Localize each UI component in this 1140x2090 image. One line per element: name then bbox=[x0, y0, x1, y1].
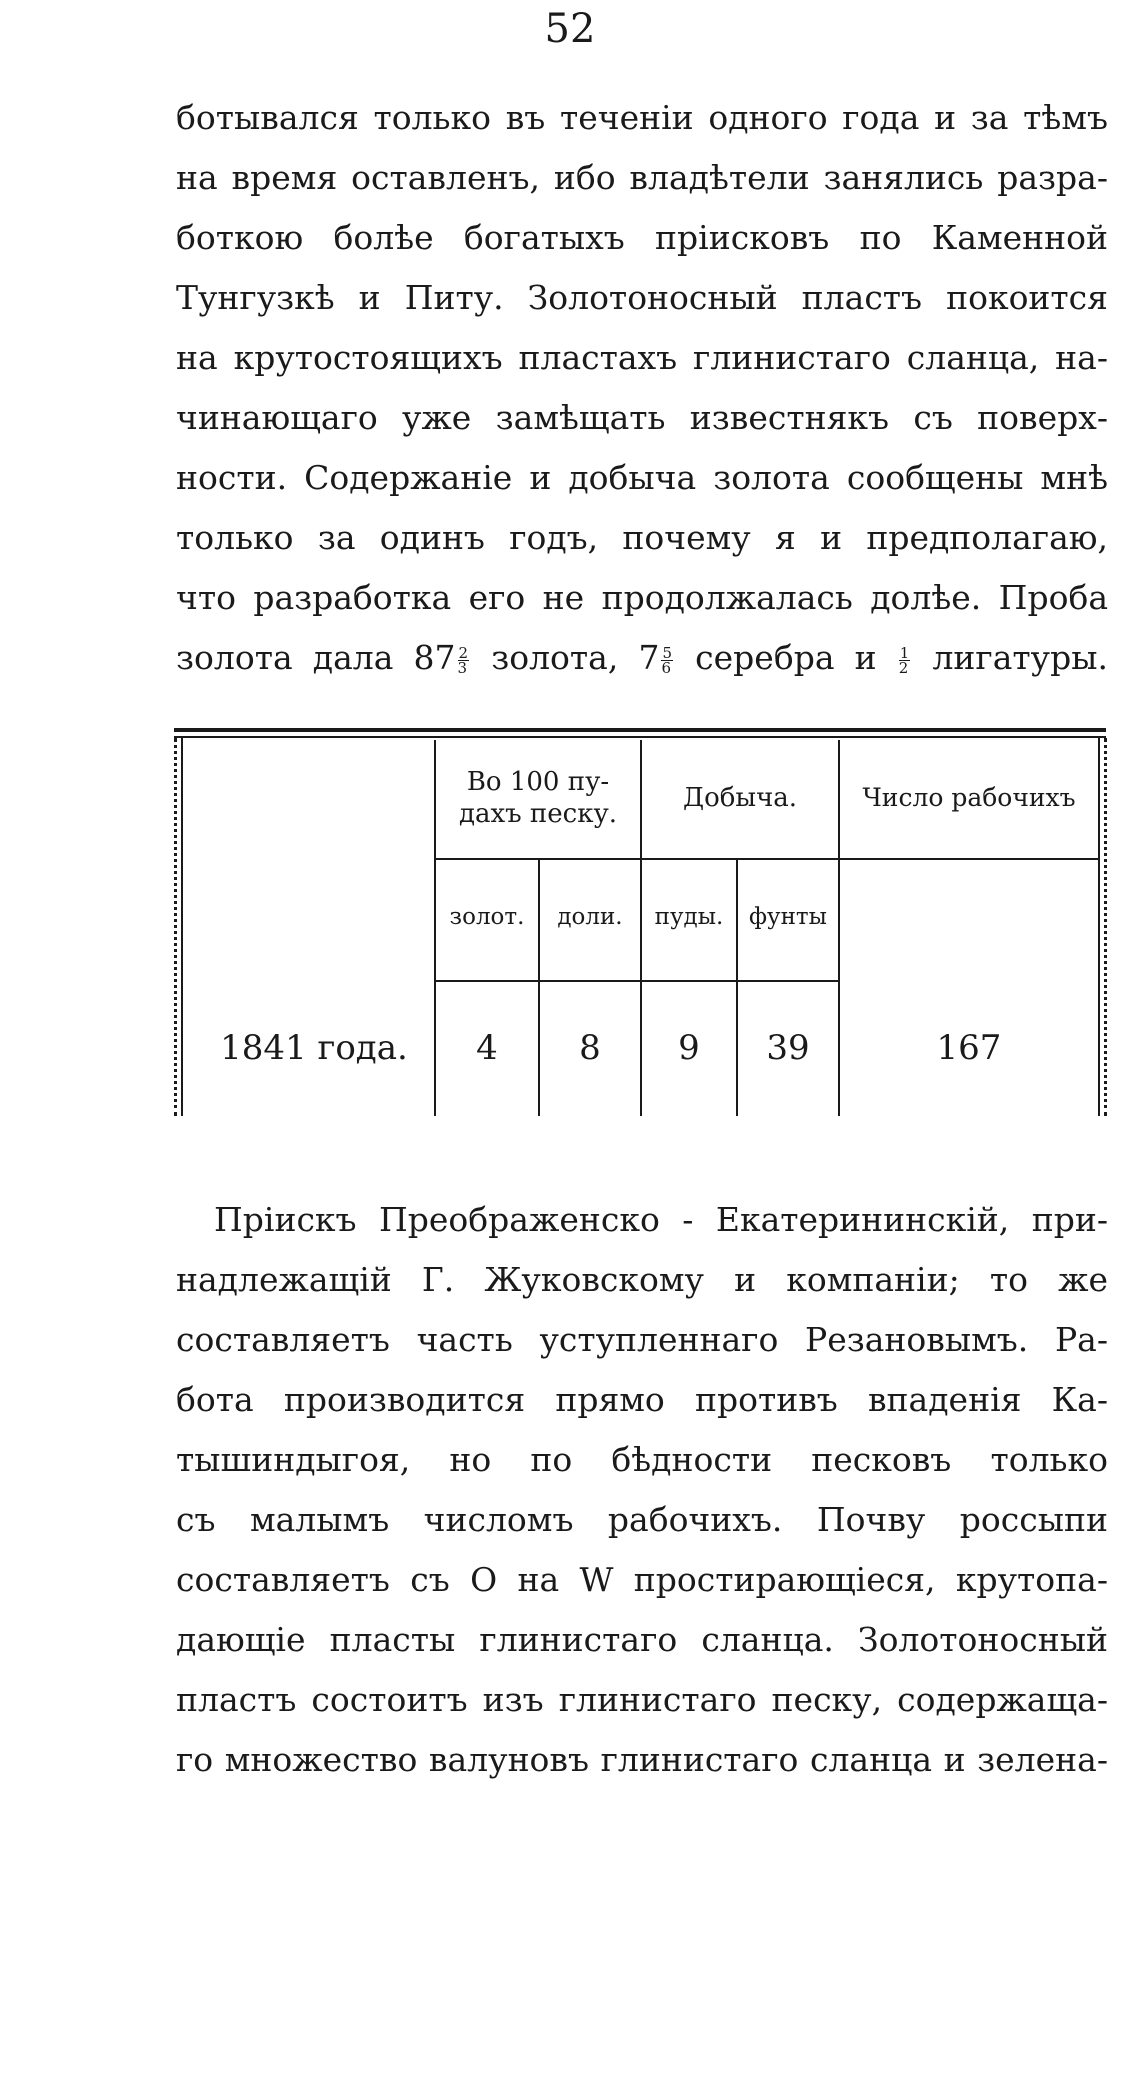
assay-silver-word: серебра и bbox=[695, 638, 877, 677]
table-top-rule bbox=[174, 728, 1106, 732]
text-line: составляетъ съ О на W простирающіеся, крутопа- bbox=[176, 1560, 1108, 1599]
header-per-100-puds bbox=[436, 766, 640, 830]
text-line: Пріискъ Преображенско - Екатерининскій, при- bbox=[214, 1200, 1108, 1239]
text-line: что разработка его не продолжалась долѣе. Проба bbox=[176, 578, 1108, 617]
row-gold: 4 bbox=[476, 1028, 498, 1068]
fraction-numerator: 1 bbox=[899, 643, 910, 662]
header-divider bbox=[436, 858, 838, 860]
assay-gold-word: золота, 7 bbox=[491, 638, 660, 677]
text-line: ботывался только въ теченіи одного года и за тѣмъ bbox=[176, 98, 1108, 137]
text-line: дающіе пласты глинистаго сланца. Золотоносный bbox=[176, 1620, 1108, 1659]
gold-output-table bbox=[174, 728, 1106, 1116]
text-line: составляетъ часть уступленнаго Резановымъ. Ра- bbox=[176, 1320, 1108, 1359]
text-line: ности. Содержаніе и добыча золота сообщены мнѣ bbox=[176, 458, 1108, 497]
paragraph-1 bbox=[176, 88, 1108, 688]
text-line: го множество валуновъ глинистаго сланца и зелена- bbox=[176, 1740, 1108, 1779]
text-line: съ малымъ числомъ рабочихъ. Почву россыпи bbox=[176, 1500, 1108, 1539]
table-left-border bbox=[174, 738, 183, 1116]
row-funts: 39 bbox=[766, 1028, 810, 1068]
subheader-gold: золот. bbox=[449, 904, 525, 930]
fraction-denominator: 6 bbox=[661, 658, 672, 677]
row-workers: 167 bbox=[936, 1028, 1002, 1068]
text-line: чинающаго уже замѣщать известнякъ съ поверх- bbox=[176, 398, 1108, 437]
paragraph-2 bbox=[176, 1190, 1108, 1790]
silver-fraction bbox=[661, 643, 673, 677]
text-line: Тунгузкѣ и Питу. Золотоносный пластъ покоится bbox=[176, 278, 1108, 317]
header-line: Во 100 пу- bbox=[466, 767, 610, 797]
alloy-fraction bbox=[898, 643, 911, 677]
header-line: дахъ песку. bbox=[458, 799, 618, 829]
assay-line bbox=[176, 628, 1108, 688]
column-divider bbox=[736, 860, 738, 1116]
text-line: боткою болѣе богатыхъ пріисковъ по Каменной bbox=[176, 218, 1108, 257]
assay-alloy-word: лигатуры. bbox=[932, 638, 1108, 677]
gold-fraction bbox=[457, 643, 470, 677]
subheader-divider bbox=[436, 980, 838, 982]
page-number: 52 bbox=[544, 6, 596, 52]
header-output: Добыча. bbox=[682, 783, 798, 813]
text-line: тышиндыгоя, но по бѣдности песковъ только bbox=[176, 1440, 1108, 1479]
row-doli: 8 bbox=[579, 1028, 601, 1068]
subheader-puds: пуды. bbox=[654, 904, 724, 930]
text-line: только за одинъ годъ, почему я и предполагаю, bbox=[176, 518, 1108, 557]
text-line: на время оставленъ, ибо владѣтели занялись разра- bbox=[176, 158, 1108, 197]
table-right-border bbox=[1098, 738, 1107, 1116]
assay-lead: золота дала 87 bbox=[176, 638, 456, 677]
text-line: надлежащій Г. Жуковскому и компаніи; то же bbox=[176, 1260, 1108, 1299]
subheader-doli: доли. bbox=[557, 904, 623, 930]
header-divider bbox=[840, 858, 1098, 860]
text-line: на крутостоящихъ пластахъ глинистаго сланца, на- bbox=[176, 338, 1108, 377]
subheader-funts: фунты bbox=[749, 904, 827, 930]
fraction-denominator: 2 bbox=[898, 658, 909, 677]
header-workers: Число рабочихъ bbox=[862, 783, 1076, 812]
fraction-numerator: 2 bbox=[458, 643, 469, 662]
table-top-rule-thin bbox=[174, 736, 1106, 738]
text-line: пластъ состоитъ изъ глинистаго песку, содержаща- bbox=[176, 1680, 1108, 1719]
fraction-numerator: 5 bbox=[662, 643, 673, 662]
row-puds: 9 bbox=[678, 1028, 700, 1068]
column-divider bbox=[538, 860, 540, 1116]
fraction-denominator: 3 bbox=[457, 658, 468, 677]
row-year: 1841 года. bbox=[220, 1028, 408, 1068]
text-line: бота производится прямо противъ впаденія Ка- bbox=[176, 1380, 1108, 1419]
